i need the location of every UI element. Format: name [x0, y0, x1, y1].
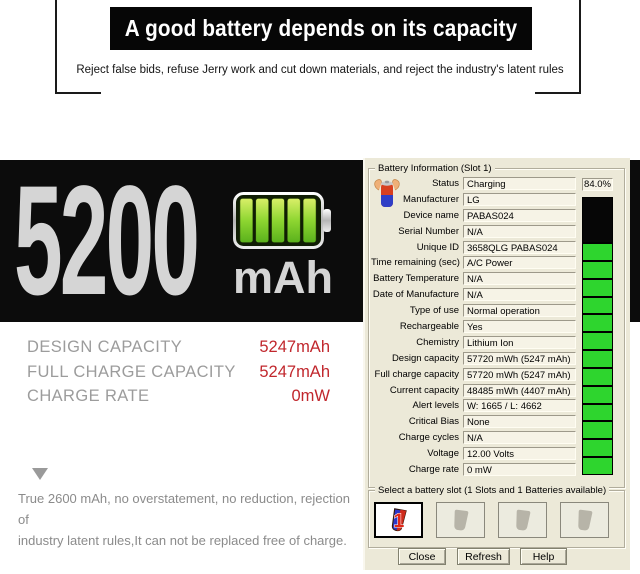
field-label: Critical Bias — [408, 416, 459, 428]
field-value: N/A — [463, 288, 576, 301]
footnote-line: industry latent rules,It can not be replaced free of charge. — [18, 533, 347, 548]
empty-slot-icon — [570, 506, 599, 535]
field-value: 57720 mWh (5247 mAh) — [463, 368, 576, 381]
field-label: Chemistry — [416, 336, 459, 348]
battery-slot-2-button[interactable] — [436, 502, 485, 538]
gauge-green-segment — [583, 278, 612, 296]
down-triangle-icon — [32, 468, 48, 480]
battery-field-row — [371, 241, 576, 254]
battery-field-row — [371, 320, 576, 333]
field-label: Alert levels — [412, 400, 459, 412]
spec-list — [27, 338, 330, 412]
empty-slot-icon — [508, 506, 537, 535]
spec-row — [27, 387, 330, 412]
field-label: Manufacturer — [403, 193, 459, 205]
empty-slot-icon — [446, 506, 475, 535]
field-label: Time remaining (sec) — [371, 257, 460, 269]
battery-field-row — [371, 209, 576, 222]
frame-corner-left — [55, 92, 101, 94]
field-value: PABAS024 — [463, 209, 576, 222]
field-value: 48485 mWh (4407 mAh) — [463, 384, 576, 397]
field-value: 0 mW — [463, 463, 576, 476]
battery-field-row — [371, 368, 576, 381]
battery-info-group — [368, 163, 625, 488]
field-value: A/C Power — [463, 256, 576, 269]
field-value: N/A — [463, 225, 576, 238]
gauge-empty-section — [583, 198, 612, 242]
field-value: Yes — [463, 320, 576, 333]
field-value: 57720 mWh (5247 mAh) — [463, 352, 576, 365]
svg-text:1: 1 — [393, 509, 405, 532]
footnote-line: True 2600 mAh, no overstatement, no reduction, rejection of — [18, 491, 350, 527]
close-button[interactable]: Close — [398, 548, 446, 565]
spec-value: 0mW — [291, 387, 330, 405]
refresh-button[interactable]: Refresh — [457, 548, 510, 565]
field-value: Normal operation — [463, 304, 576, 317]
battery-segment — [256, 199, 269, 243]
field-value: W: 1665 / L: 4662 — [463, 399, 576, 412]
battery-field-row — [371, 256, 576, 269]
battery-1-icon — [384, 506, 413, 535]
gauge-green-segment — [583, 385, 612, 403]
slot-select-group — [368, 485, 625, 548]
group-title: Battery Information (Slot 1) — [375, 163, 495, 174]
battery-slot-3-button[interactable] — [498, 502, 547, 538]
field-label: Status — [432, 178, 459, 189]
battery-field-row — [371, 225, 576, 238]
battery-field-row — [371, 336, 576, 349]
field-label: Device name — [403, 209, 459, 221]
gauge-green-segment — [583, 438, 612, 456]
field-label: Unique ID — [416, 241, 459, 253]
battery-field-row — [371, 415, 576, 428]
spec-row — [27, 338, 330, 363]
field-label: Charge rate — [408, 464, 459, 476]
battery-field-row — [371, 463, 576, 476]
battery-field-row — [371, 272, 576, 285]
field-value: 3658QLG PABAS024 — [463, 241, 576, 254]
frame-corner-right — [535, 92, 581, 94]
battery-field-row — [371, 177, 576, 190]
field-label: Design capacity — [391, 352, 459, 364]
battery-field-row — [371, 399, 576, 412]
field-value: N/A — [463, 431, 576, 444]
battery-slot-4-button[interactable] — [560, 502, 609, 538]
spec-value: 5247mAh — [259, 338, 330, 356]
battery-segment — [303, 199, 316, 243]
battery-field-row — [371, 447, 576, 460]
gauge-green-segment — [583, 296, 612, 314]
spec-label: DESIGN CAPACITY — [27, 338, 183, 356]
field-label: Voltage — [427, 448, 459, 460]
battery-field-row — [371, 288, 576, 301]
field-label: Battery Temperature — [373, 273, 459, 285]
charge-gauge — [582, 197, 613, 475]
group-title: Select a battery slot (1 Slots and 1 Batteries available) — [375, 485, 609, 496]
field-label: Serial Number — [398, 225, 459, 237]
gauge-green-segment — [583, 403, 612, 421]
field-value: Charging — [463, 177, 576, 190]
gauge-green-segment — [583, 260, 612, 278]
battery-segment — [240, 199, 253, 243]
battery-field-row — [371, 431, 576, 444]
gauge-green-segment — [583, 420, 612, 438]
spec-label: FULL CHARGE CAPACITY — [27, 362, 236, 381]
charge-percent-label: 84.0% — [582, 178, 613, 191]
field-value: N/A — [463, 272, 576, 285]
field-label: Type of use — [409, 305, 459, 317]
field-label: Full charge capacity — [374, 368, 459, 380]
battery-segment — [272, 199, 285, 243]
spec-row — [27, 363, 330, 388]
battery-level-icon — [233, 192, 332, 249]
gauge-green-segment — [583, 313, 612, 331]
field-label: Charge cycles — [398, 432, 459, 444]
spec-label: CHARGE RATE — [27, 387, 150, 405]
capacity-value: 5200 — [14, 154, 198, 328]
field-label: Rechargeable — [399, 321, 459, 333]
spec-value: 5247mAh — [259, 362, 330, 381]
field-label: Date of Manufacture — [372, 289, 459, 301]
field-value: Lithium Ion — [463, 336, 576, 349]
battery-field-row — [371, 384, 576, 397]
battery-info-dialog — [363, 158, 630, 570]
battery-fields — [371, 177, 576, 479]
gauge-green-segment — [583, 331, 612, 349]
field-label: Current capacity — [389, 384, 459, 396]
field-value: LG — [463, 193, 576, 206]
banner-title: A good battery depends on its capacity — [124, 15, 518, 41]
gauge-green-segment — [583, 456, 612, 474]
battery-field-row — [371, 352, 576, 365]
field-value: 12.00 Volts — [463, 447, 576, 460]
battery-slot-1-button[interactable] — [374, 502, 423, 538]
gauge-green-segment — [583, 349, 612, 367]
field-value: None — [463, 415, 576, 428]
frame-line-right — [579, 0, 581, 94]
footnote-text — [18, 488, 363, 551]
battery-slot-list — [374, 502, 609, 538]
gauge-green-segment — [583, 242, 612, 260]
gauge-green-segment — [583, 367, 612, 385]
battery-segment — [287, 199, 300, 243]
subtitle-text: Reject false bids, refuse Jerry work and cut down materials, and reject the industry's latent rules — [76, 64, 564, 76]
frame-line-left — [55, 0, 57, 94]
capacity-unit: mAh — [233, 252, 333, 303]
help-button[interactable]: Help — [520, 548, 567, 565]
battery-field-row — [371, 304, 576, 317]
title-banner — [110, 7, 532, 50]
battery-field-row — [371, 193, 576, 206]
